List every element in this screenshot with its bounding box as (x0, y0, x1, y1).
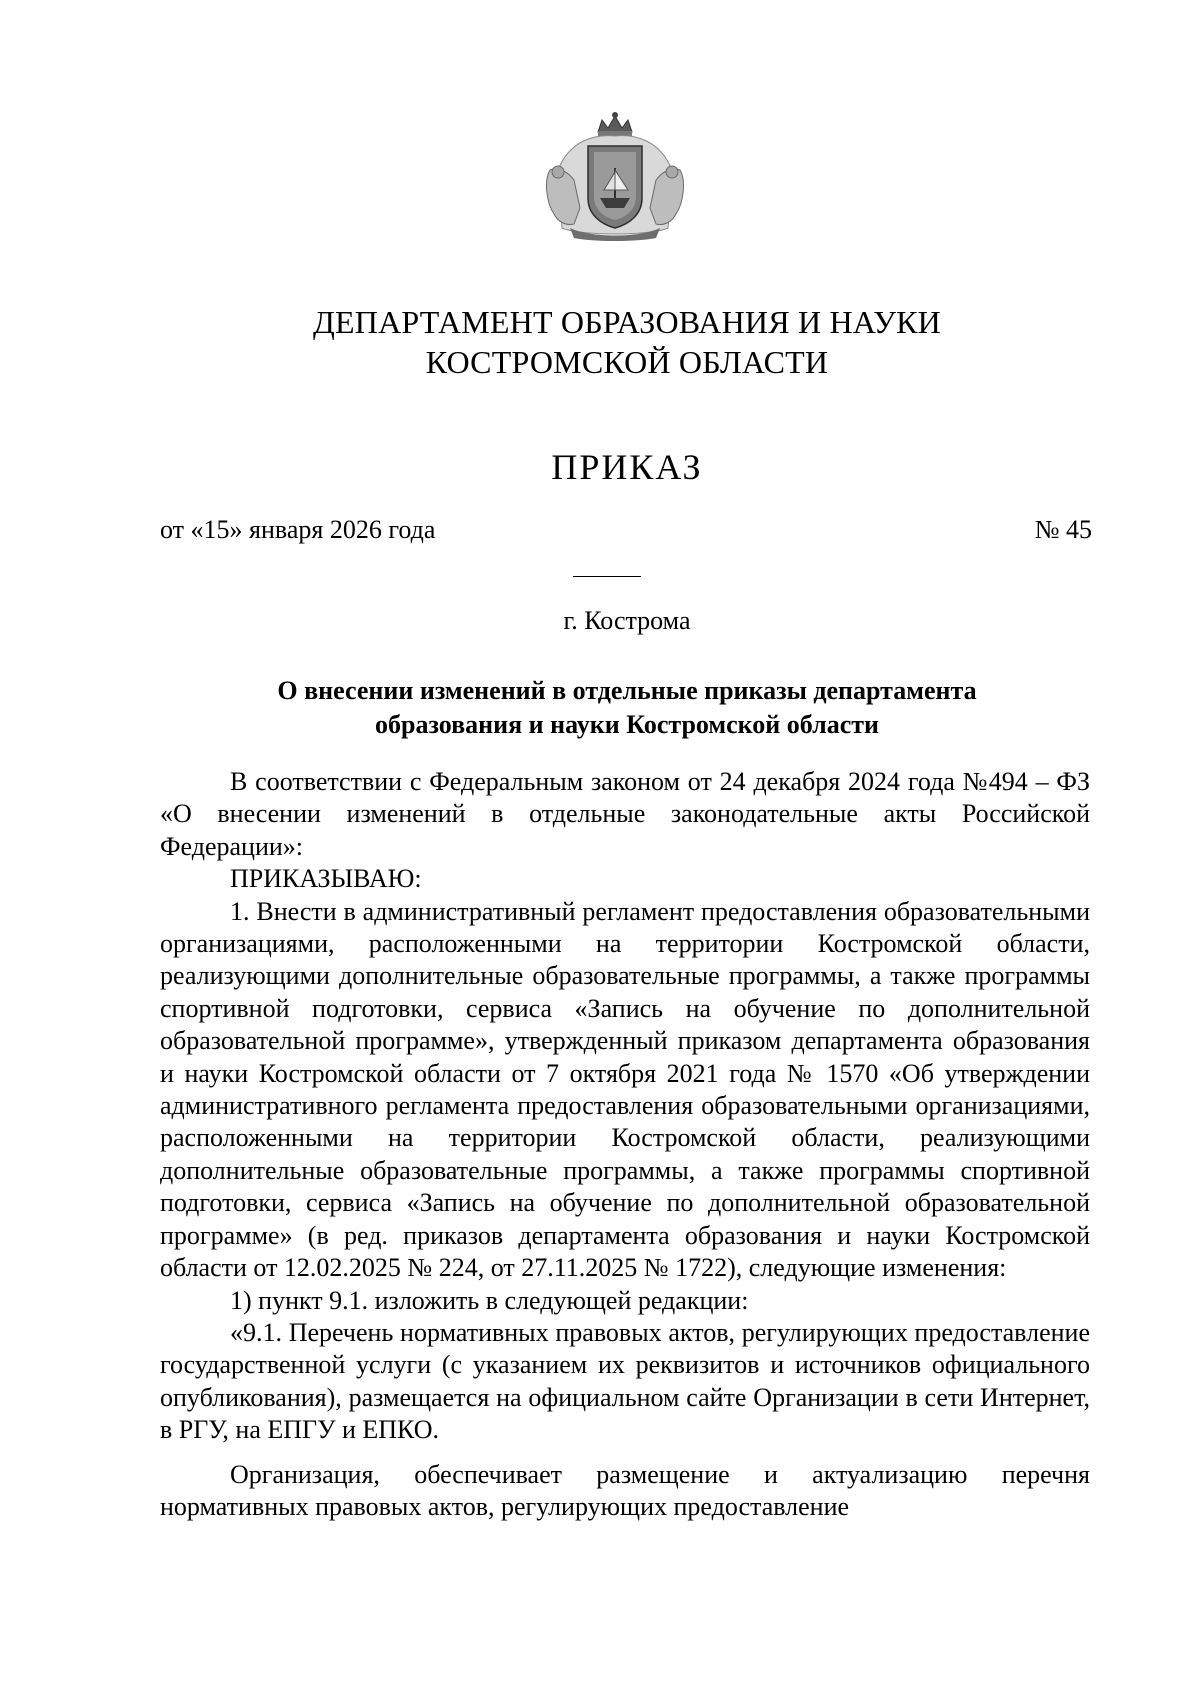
item-1-paragraph: 1. Внести в административный регламент предоставления образовательными организациями, расположенными на территории Костромской области, реализующими дополнительные образовательные программы, а также программы спортивной подготовки, сервиса «Запись на обучение по дополнительной образовательной программе», утвержденный приказом департамента образования и науки Костромской области от 7 октября 2021 года № 1570 «Об утверждении административного регламента предоставления образовательными организациями, расположенными на территории Костромской области, реализующими дополнительные образовательные программы, а также программы спортивной подготовки, сервиса «Запись на обучение по дополнительной образовательной программе» (в ред. приказов департамента образования и науки Костромской области от 12.02.2025 № 224, от 27.11.2025 № 1722), следующие изменения: (160, 896, 1090, 1283)
department-line-1: ДЕПАРТАМЕНТ ОБРАЗОВАНИЯ И НАУКИ (313, 304, 941, 340)
order-body (160, 766, 1090, 1523)
city-name: г. Кострома (563, 606, 691, 635)
department-line-2: КОСТРОМСКОЙ ОБЛАСТИ (425, 344, 829, 380)
order-number: № 45 (1034, 515, 1092, 544)
order-subject (0, 674, 1200, 742)
subject-line-2: образования и науки Костромской области (374, 710, 880, 739)
document-type-title: ПРИКАЗ (551, 447, 703, 487)
divider-line (573, 576, 641, 577)
subject-line-1: О внесении изменений в отдельные приказы департамента (277, 676, 977, 705)
order-word: ПРИКАЗЫВАЮ: (230, 864, 422, 894)
department-title (0, 302, 1200, 382)
preamble-paragraph: В соответствии с Федеральным законом от 24 декабря 2024 года №494 – ФЗ «О внесении изменений в отдельные законодательные акты Российской Федерации»: (160, 767, 1090, 861)
clause-9-1-paragraph: «9.1. Перечень нормативных правовых актов, регулирующих предоставление государственной услуги (с указанием их реквизитов и источников официального опубликования), размещается на официальном сайте Организации в сети Интернет, в РГУ, на ЕПГУ и ЕПКО. (160, 1317, 1090, 1445)
order-date: от «15» января 2026 года (160, 515, 436, 544)
kostroma-coat-of-arms-icon (540, 110, 690, 242)
organization-paragraph: Организация, обеспечивает размещение и актуализацию перечня нормативных правовых актов, регулирующих предоставление (160, 1459, 1090, 1521)
subitem-1-paragraph: 1) пункт 9.1. изложить в следующей редакции: (230, 1285, 749, 1315)
